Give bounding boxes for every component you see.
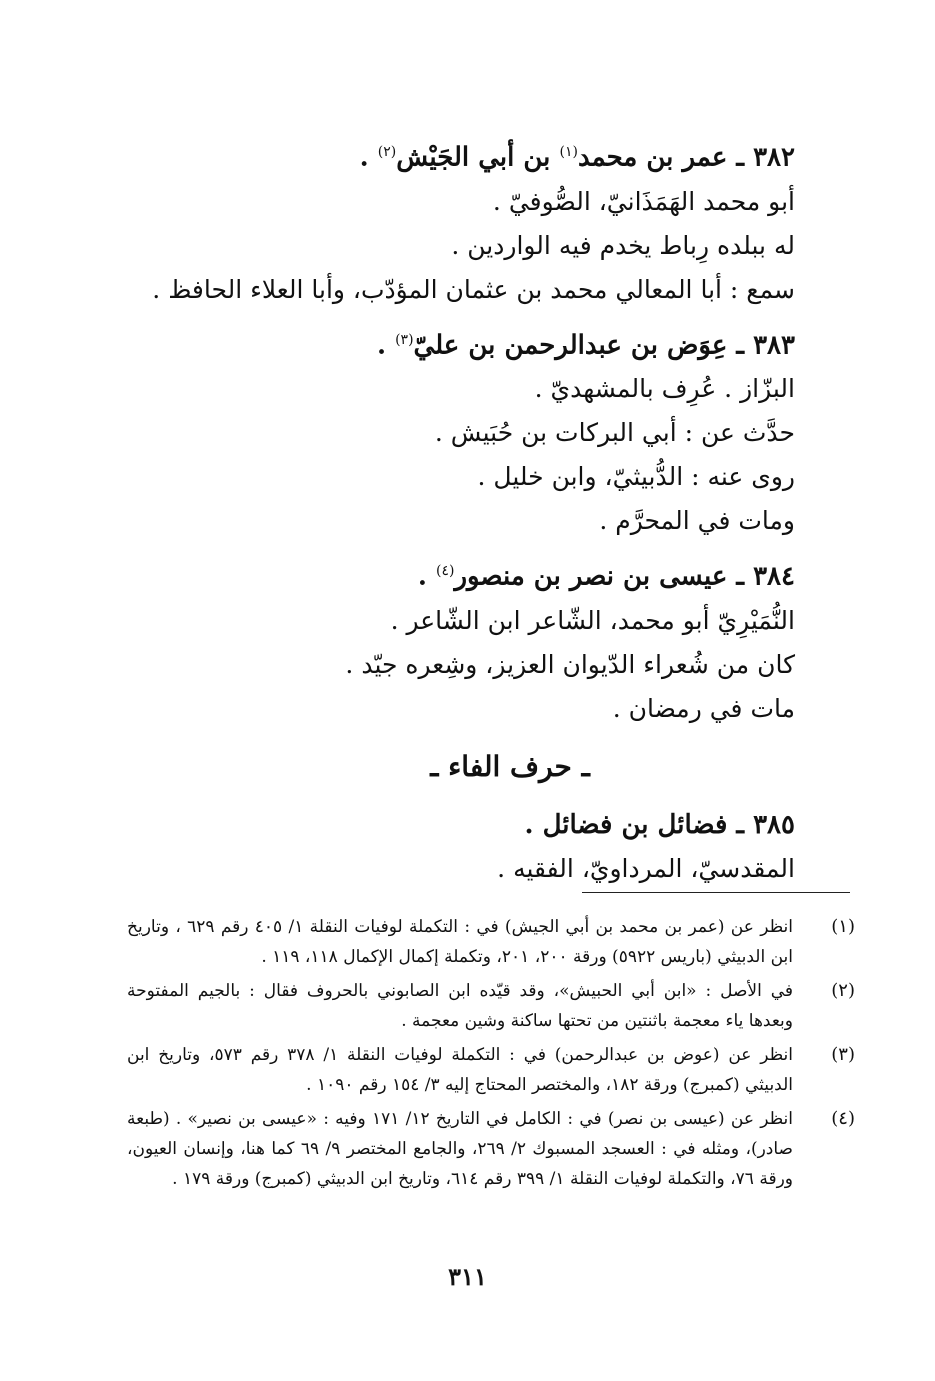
entry-383-line: حدَّث عن : أبي البركات بن حُبَيش . bbox=[434, 418, 795, 448]
entry-383-line: البزّاز . عُرِف بالمشهديّ . bbox=[534, 374, 795, 404]
entry-382-title bbox=[185, 130, 795, 180]
footnote-number: (٣) bbox=[831, 1044, 855, 1065]
entry-382-title-end: . bbox=[359, 142, 378, 173]
footnote bbox=[127, 1040, 855, 1100]
footnotes bbox=[127, 912, 855, 1198]
footnote bbox=[127, 912, 855, 972]
entry-382-name-cont: بن أبي الجَيْش bbox=[396, 142, 560, 173]
footnote-ref-3[interactable]: (٣) bbox=[395, 331, 414, 348]
footnote-text: في الأصل : «ابن أبي الحبيش»، وقد قيّده ابن الصابوني بالحروف فقال : بالجيم المفتوحة وبعدها ياء معجمة باثنتين من تحتها ساكنة وشين معجمة . bbox=[127, 981, 793, 1031]
entry-384-line: النُّمَيْرِيّ أبو محمد، الشّاعر ابن الشّاعر . bbox=[390, 605, 795, 635]
entry-383-line: روى عنه : الدُّبيثيّ، وابن خليل . bbox=[477, 462, 795, 492]
footnote-text: انظر عن (عيسى بن نصر) في : الكامل في التاريخ ١٢/ ١٧١ وفيه : «عيسى بن نصير» . (طبعة صادر)، ومثله في : العسجد المسبوك ٢/ ٢٦٩، والجامع المختصر ٩/ ٦٩ كما هنا، وإنسان العيون، ورقة ٧٦، والتكملة لوفيات النقلة ١/ ٣٩٩ رقم ٦١٤، وتاريخ ابن الدبيثي (كمبرج) ورقة ١٧٩ . bbox=[127, 1109, 793, 1189]
entry-384-line: مات في رمضان . bbox=[612, 693, 795, 723]
footnote-ref-4[interactable]: (٤) bbox=[435, 563, 455, 580]
footnote bbox=[127, 1104, 855, 1194]
footnote-number: (٢) bbox=[831, 980, 855, 1001]
entry-382-name: ٣٨٢ ـ عمر بن محمد bbox=[577, 142, 795, 173]
footnote-ref-1[interactable]: (١) bbox=[559, 144, 578, 160]
footnote-text: انظر عن (عمر بن محمد بن أبي الجيش) في : التكملة لوفيات النقلة ١/ ٤٠٥ رقم ٦٢٩ ، وتاريخ ابن الدبيثي (باريس ٥٩٢٢) ورقة ٢٠٠، ٢٠١، وتكملة إكمال الإكمال ١١٨، ١١٩ . bbox=[127, 917, 793, 967]
footnote-separator bbox=[582, 892, 850, 893]
entry-384-title-end: . bbox=[417, 561, 436, 592]
footnote-ref-2[interactable]: (٢) bbox=[377, 144, 397, 160]
entry-382-line: سمع : أبا المعالي محمد بن عثمان المؤدّب، وأبا العلاء الحافظ . bbox=[152, 274, 795, 304]
page-number: ٣١١ bbox=[448, 1262, 487, 1291]
main-text bbox=[152, 130, 795, 891]
entry-383-name: ٣٨٣ ـ عِوَض بن عبدالرحمن بن عليّ bbox=[413, 330, 795, 361]
entry-385-line: المقدسيّ، المرداويّ، الفقيه . bbox=[497, 853, 795, 883]
footnote bbox=[127, 976, 855, 1036]
entry-384-line: كان من شُعراء الدّيوان العزيز، وشِعره جيّد . bbox=[345, 649, 795, 679]
footnote-text: انظر عن (عوض بن عبدالرحمن) في : التكملة لوفيات النقلة ١/ ٣٧٨ رقم ٥٧٣، وتاريخ ابن الدبيثي (كمبرج) ورقة ١٨٢، والمختصر المحتاج إليه ٣/ ١٥٤ رقم ١٠٩٠ . bbox=[127, 1045, 794, 1095]
footnote-number: (١) bbox=[831, 916, 855, 937]
entry-384-title bbox=[185, 549, 795, 599]
entry-382-line: أبو محمد الهَمَذَانيّ، الصُّوفيّ . bbox=[492, 186, 795, 216]
section-heading: ـ حرف الفاء ـ bbox=[430, 749, 590, 783]
entry-384-name: ٣٨٤ ـ عيسى بن نصر بن منصور bbox=[454, 561, 795, 592]
footnote-number: (٤) bbox=[831, 1108, 855, 1129]
entry-383-title-end: . bbox=[376, 330, 396, 361]
entry-383-line: ومات في المحرَّم . bbox=[599, 506, 795, 536]
entry-385-title: ٣٨٥ ـ فضائل بن فضائل . bbox=[524, 809, 795, 840]
entry-383-title bbox=[185, 318, 795, 368]
entry-382-line: له ببلده رِباط يخدم فيه الواردين . bbox=[451, 230, 795, 260]
